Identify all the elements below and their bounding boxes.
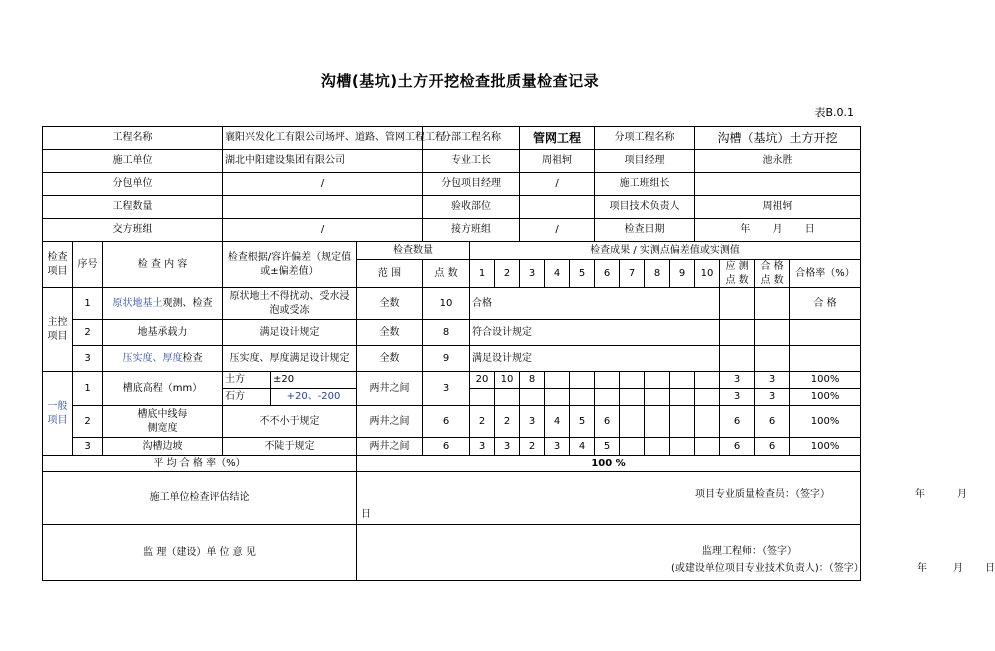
- project-name: 襄阳兴发化工有限公司场坪、道路、管网工程工程: [223, 127, 423, 150]
- rate: 100%: [790, 406, 861, 438]
- col-results: 检查成果 / 实测点偏差值或实测值: [470, 242, 861, 260]
- col-basis: 检查根据/容许偏差（规定值或±偏差值）: [223, 242, 357, 288]
- col-num: 2: [495, 260, 520, 288]
- result-value: 3: [470, 438, 495, 456]
- measured: 3: [720, 389, 755, 406]
- measured: 6: [720, 438, 755, 456]
- supervisor-label: 监 理（建设）单 位 意 见: [43, 525, 357, 581]
- col-num: 6: [595, 260, 620, 288]
- seq: 3: [73, 438, 103, 456]
- points: 3: [423, 372, 470, 406]
- col-quantity: 检查数量: [357, 242, 470, 260]
- content: 压实度、厚度检查: [103, 346, 223, 372]
- inspection-record-table: [42, 126, 995, 581]
- result-value: 5: [570, 406, 595, 438]
- points: 6: [423, 438, 470, 456]
- col-num: 10: [695, 260, 720, 288]
- col-num: 3: [520, 260, 545, 288]
- table-code: 表B.0.1: [814, 106, 854, 119]
- contractor-conclusion: [357, 472, 967, 525]
- sub-project-label: 分部工程名称: [423, 127, 520, 150]
- foreman: 周祖轲: [520, 150, 595, 173]
- points: 8: [423, 320, 470, 346]
- table-row: [43, 346, 861, 372]
- check-date: 年 月 日: [695, 219, 861, 242]
- result-value: 3: [520, 406, 545, 438]
- supervisor-opinion: [357, 525, 995, 581]
- handover-team: /: [223, 219, 423, 242]
- rate: 100%: [790, 372, 861, 389]
- col-num: 5: [570, 260, 595, 288]
- sub-pm: /: [520, 173, 595, 196]
- content: 槽底中线每侧宽度: [103, 406, 223, 438]
- seq: 3: [73, 346, 103, 372]
- result-value: 2: [470, 406, 495, 438]
- rate: 100%: [790, 438, 861, 456]
- sub-label: 石方: [223, 389, 271, 406]
- table-row: [43, 525, 861, 581]
- foreman-label: 专业工长: [423, 150, 520, 173]
- measured: 3: [720, 372, 755, 389]
- result-value: 4: [570, 438, 595, 456]
- table-row: [43, 406, 861, 438]
- tech-lead-label: 项目技术负责人: [595, 196, 695, 219]
- result-value: 20: [470, 372, 495, 389]
- sub-pm-label: 分包项目经理: [423, 173, 520, 196]
- owner-tech-lead-sign: (或建设单位项目专业技术负责人)：（签字）: [671, 563, 864, 574]
- pm-label: 项目经理: [595, 150, 695, 173]
- col-num: 1: [470, 260, 495, 288]
- points: 9: [423, 346, 470, 372]
- table-row: [43, 472, 861, 525]
- result-value: 4: [545, 406, 570, 438]
- range: 全数: [357, 346, 423, 372]
- accept-part: [520, 196, 595, 219]
- result-value: 2: [495, 406, 520, 438]
- quantity: [223, 196, 423, 219]
- subcontractor-label: 分包单位: [43, 173, 223, 196]
- measured: 6: [720, 406, 755, 438]
- quantity-label: 工程数量: [43, 196, 223, 219]
- item-project: 沟槽（基坑）土方开挖: [695, 127, 861, 150]
- seq: 1: [73, 372, 103, 406]
- contractor-sign-day: 日: [361, 509, 371, 520]
- subcontractor: /: [223, 173, 423, 196]
- result-value: 6: [595, 406, 620, 438]
- supervisor-sign-year: 年: [917, 563, 927, 574]
- rate: 合 格: [790, 288, 861, 320]
- content: 原状地基土观测、检查: [103, 288, 223, 320]
- supervisor-sign-month: 月: [953, 563, 963, 574]
- basis: 原状地土不得扰动、受水浸泡或受冻: [223, 288, 357, 320]
- project-name-label: 工程名称: [43, 127, 223, 150]
- result-value: 2: [520, 438, 545, 456]
- col-num: 4: [545, 260, 570, 288]
- item-project-label: 分项工程名称: [595, 127, 695, 150]
- range: 两井之间: [357, 438, 423, 456]
- general-item-label: 一般项目: [43, 372, 73, 456]
- tolerance: ±20: [271, 372, 357, 389]
- content: 沟槽边坡: [103, 438, 223, 456]
- col-num: 7: [620, 260, 645, 288]
- contractor-sign-month: 月: [957, 489, 967, 500]
- table-row: [43, 320, 861, 346]
- result-value: 5: [595, 438, 620, 456]
- contractor: 湖北中阳建设集团有限公司: [223, 150, 423, 173]
- page-title: 沟槽(基坑)土方开挖检查批质量检查记录: [320, 72, 600, 90]
- content: 地基承载力: [103, 320, 223, 346]
- col-measured: 应 测 点 数: [720, 260, 755, 288]
- result-value: 10: [495, 372, 520, 389]
- tolerance: +20、-200: [271, 389, 357, 406]
- content: 槽底高程（mm）: [103, 372, 223, 406]
- tech-lead: 周祖轲: [695, 196, 861, 219]
- supervisor-sign: 监理工程师：（签字）: [702, 546, 797, 557]
- qualified: 6: [755, 406, 790, 438]
- result: 满足设计规定: [470, 346, 720, 372]
- col-rate: 合格率（%）: [790, 260, 861, 288]
- handover-team-label: 交方班组: [43, 219, 223, 242]
- points: 10: [423, 288, 470, 320]
- rate: 100%: [790, 389, 861, 406]
- sub-project: 管网工程: [520, 127, 595, 150]
- result-value: 8: [520, 372, 545, 389]
- avg-rate-label: 平 均 合 格 率（%）: [43, 456, 357, 472]
- contractor-conclusion-label: 施工单位检查评估结论: [43, 472, 357, 525]
- col-num: 8: [645, 260, 670, 288]
- col-points: 点 数: [423, 260, 470, 288]
- seq: 2: [73, 406, 103, 438]
- col-num: 9: [670, 260, 695, 288]
- points: 6: [423, 406, 470, 438]
- col-seq: 序号: [73, 242, 103, 288]
- qualified: 6: [755, 438, 790, 456]
- col-content: 检 查 内 容: [103, 242, 223, 288]
- table-row: [43, 438, 861, 456]
- pm: 池永胜: [695, 150, 861, 173]
- range: 全数: [357, 288, 423, 320]
- accept-part-label: 验收部位: [423, 196, 520, 219]
- table-row: [43, 372, 861, 389]
- col-qualified: 合 格 点 数: [755, 260, 790, 288]
- range: 两井之间: [357, 372, 423, 406]
- range: 两井之间: [357, 406, 423, 438]
- avg-rate-value: 100 %: [357, 456, 861, 472]
- contractor-sign: 项目专业质量检查员：（签字）: [695, 489, 830, 500]
- receive-team: /: [520, 219, 595, 242]
- seq: 1: [73, 288, 103, 320]
- col-range: 范 围: [357, 260, 423, 288]
- team-leader-label: 施工班组长: [595, 173, 695, 196]
- basis: 压实度、厚度满足设计规定: [223, 346, 357, 372]
- result: 合格: [470, 288, 720, 320]
- col-check-item: 检查项目: [43, 242, 73, 288]
- result: 符合设计规定: [470, 320, 720, 346]
- receive-team-label: 接方班组: [423, 219, 520, 242]
- result-value: 3: [545, 438, 570, 456]
- main-control-label: 主控项目: [43, 288, 73, 372]
- qualified: 3: [755, 372, 790, 389]
- seq: 2: [73, 320, 103, 346]
- result-value: 3: [495, 438, 520, 456]
- basis: 满足设计规定: [223, 320, 357, 346]
- qualified: 3: [755, 389, 790, 406]
- sub-label: 土方: [223, 372, 271, 389]
- range: 全数: [357, 320, 423, 346]
- supervisor-sign-day: 日: [985, 563, 995, 574]
- team-leader: [695, 173, 861, 196]
- contractor-label: 施工单位: [43, 150, 223, 173]
- contractor-sign-year: 年: [915, 489, 925, 500]
- basis: 不不小于规定: [223, 406, 357, 438]
- check-date-label: 检查日期: [595, 219, 695, 242]
- table-row: [43, 288, 861, 320]
- table-row: [43, 456, 861, 472]
- basis: 不陡于规定: [223, 438, 357, 456]
